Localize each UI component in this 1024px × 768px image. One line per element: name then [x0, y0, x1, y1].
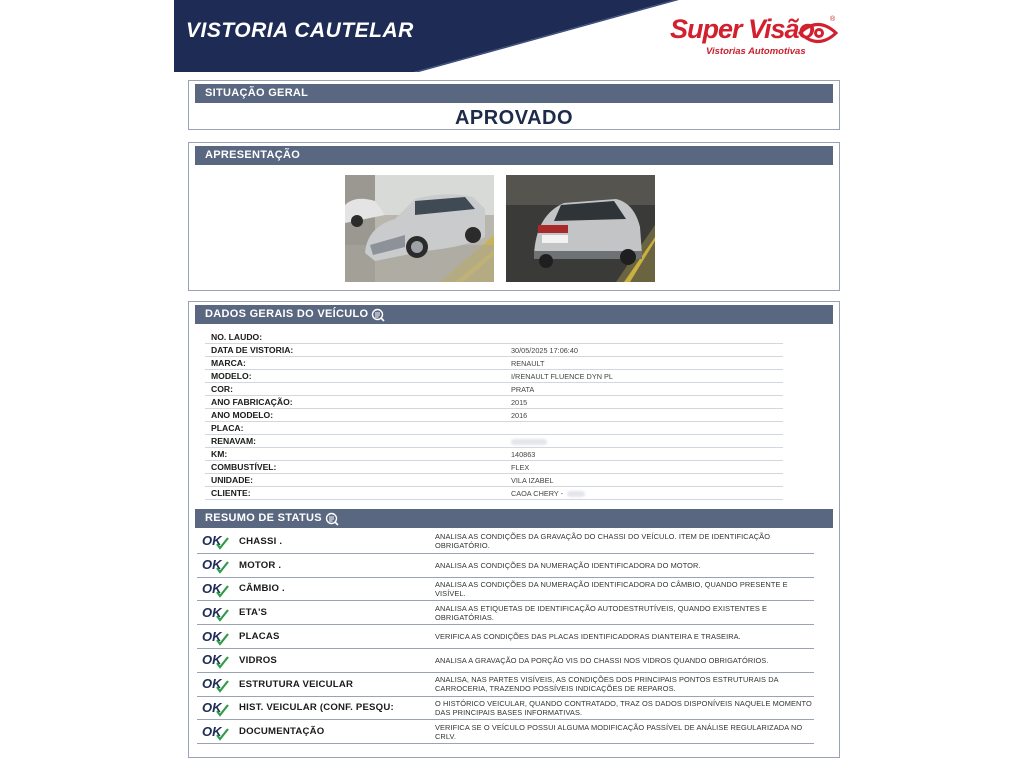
- status-row-historico: [197, 697, 814, 721]
- dados-heading: [195, 305, 833, 324]
- status-row-vidros: [197, 649, 814, 673]
- dados-heading-text: DADOS GERAIS DO VEÍCULO: [205, 308, 369, 320]
- data-label: ANO FABRICAÇÃO:: [211, 397, 293, 407]
- data-value: RENAULT: [511, 358, 545, 368]
- data-row-unidade: [205, 474, 783, 487]
- ok-check-icon: [201, 722, 235, 742]
- data-row-ano-fabricacao: [205, 396, 783, 409]
- svg-text:OK: OK: [202, 652, 222, 668]
- redacted-value: [567, 491, 585, 497]
- status-item-name: CHASSI .: [239, 535, 283, 547]
- status-row-motor: [197, 554, 814, 578]
- status-item-name: DOCUMENTAÇÃO: [239, 726, 325, 738]
- data-row-modelo: [205, 370, 783, 383]
- svg-text:OK: OK: [202, 628, 222, 644]
- situacao-section: [188, 80, 840, 130]
- status-item-name: VIDROS: [239, 654, 277, 666]
- status-item-desc: VERIFICA SE O VEÍCULO POSSUI ALGUMA MODIFICAÇÃO PASSÍVEL DE ANÁLISE REGULARIZADA NO CRLV.: [435, 722, 803, 741]
- svg-text:OK: OK: [202, 604, 222, 620]
- status-item-desc: ANALISA AS ETIQUETAS DE IDENTIFICAÇÃO AUTODESTRUTÍVEIS, QUANDO EXISTENTES E OBRIGATÓRIAS.: [435, 603, 768, 622]
- cliente-value: CAOA CHERY -: [511, 488, 564, 498]
- data-row-placa: [205, 422, 783, 435]
- situacao-heading: [195, 84, 833, 103]
- data-row-cliente: [205, 487, 783, 500]
- data-value: 2016: [511, 410, 528, 420]
- vehicle-photos: [189, 165, 839, 285]
- vehicle-photo-front[interactable]: [345, 175, 494, 282]
- status-item-name: ETA'S: [239, 607, 268, 619]
- vehicle-photo-rear[interactable]: [506, 175, 655, 282]
- data-label: PLACA:: [211, 423, 244, 433]
- logo-registered-mark: ®: [830, 16, 836, 23]
- status-row-cambio: [197, 578, 814, 602]
- data-value-cliente: [511, 489, 585, 498]
- data-row-renavam: [205, 435, 783, 448]
- data-label: DATA DE VISTORIA:: [211, 345, 294, 355]
- data-row-km: [205, 448, 783, 461]
- supervisao-logo: [670, 14, 840, 60]
- svg-text:OK: OK: [202, 676, 222, 692]
- data-value: 2015: [511, 397, 528, 407]
- status-item-desc: ANALISA, NAS PARTES VISÍVEIS, AS CONDIÇÕES DOS PRINCIPAIS PONTOS ESTRUTURAIS DA CARROCERIA, TRAZENDO POSSÍVEIS INDICAÇÕES DE REPAROS.: [435, 675, 779, 694]
- data-label: NO. LAUDO:: [211, 332, 263, 342]
- data-label: RENAVAM:: [211, 436, 257, 446]
- resumo-heading: [195, 509, 833, 528]
- data-row-data-vistoria: [205, 344, 783, 357]
- ok-check-icon: [201, 698, 235, 718]
- redacted-value: [511, 439, 547, 445]
- ok-check-icon: [201, 555, 235, 575]
- ok-check-icon: [201, 603, 235, 623]
- svg-text:OK: OK: [202, 699, 222, 715]
- status-row-documentacao: [197, 720, 814, 744]
- logo-wordmark: Super Visão: [670, 14, 815, 44]
- status-badge: APROVADO: [454, 107, 574, 129]
- status-item-name: CÂMBIO .: [239, 583, 285, 595]
- car-front-image: [345, 175, 494, 282]
- status-item-desc: ANALISA A GRAVAÇÃO DA PORÇÃO VIS DO CHASSI NOS VIDROS QUANDO OBRIGATÓRIOS.: [435, 655, 769, 665]
- apresentacao-section: [188, 142, 840, 291]
- data-label: KM:: [211, 449, 228, 459]
- data-value: PRATA: [511, 384, 535, 394]
- report-page: [174, 0, 846, 768]
- data-row-marca: [205, 357, 783, 370]
- data-row-ano-modelo: [205, 409, 783, 422]
- status-row-estrutura: [197, 673, 814, 697]
- data-label: UNIDADE:: [211, 475, 254, 485]
- data-label: MODELO:: [211, 371, 252, 381]
- situacao-heading-text: SITUAÇÃO GERAL: [205, 87, 309, 99]
- status-summary-list: [189, 530, 839, 744]
- status-item-name: HIST. VEICULAR (CONF. PESQU:: [239, 702, 394, 714]
- dados-section: [188, 301, 840, 758]
- svg-text:OK: OK: [202, 580, 222, 596]
- status-item-name: MOTOR .: [239, 559, 282, 571]
- car-rear-image: [506, 175, 655, 282]
- status-item-desc: VERIFICA AS CONDIÇÕES DAS PLACAS IDENTIFICADORAS DIANTEIRA E TRASEIRA.: [435, 632, 741, 642]
- vehicle-data-table: [205, 331, 783, 500]
- data-label: COR:: [211, 384, 233, 394]
- svg-text:OK: OK: [202, 723, 222, 739]
- ok-check-icon: [201, 579, 235, 599]
- status-item-name: ESTRUTURA VEICULAR: [239, 678, 354, 690]
- data-value: I/RENAULT FLUENCE DYN PL: [511, 371, 613, 381]
- apresentacao-heading: [195, 146, 833, 165]
- status-row-chassi: [197, 530, 814, 554]
- data-value: FLEX: [511, 462, 530, 472]
- report-header: [174, 0, 846, 72]
- data-label: ANO MODELO:: [211, 410, 274, 420]
- data-label: CLIENTE:: [211, 488, 251, 498]
- status-item-name: PLACAS: [239, 631, 280, 643]
- data-value: VILA IZABEL: [511, 475, 554, 485]
- details-icon: [371, 308, 385, 322]
- details-icon: [325, 512, 339, 526]
- ok-check-icon: [201, 650, 235, 670]
- status-row-etas: [197, 601, 814, 625]
- status-item-desc: ANALISA AS CONDIÇÕES DA NUMERAÇÃO IDENTIFICADORA DO CÂMBIO, QUANDO PRESENTE E VISÍVEL.: [435, 579, 788, 598]
- apresentacao-heading-text: APRESENTAÇÃO: [205, 149, 301, 161]
- data-row-laudo: [205, 331, 783, 344]
- ok-check-icon: [201, 627, 235, 647]
- status-item-desc: ANALISA AS CONDIÇÕES DA GRAVAÇÃO DO CHASSI DO VEÍCULO. ITEM DE IDENTIFICAÇÃO OBRIGATÓRIO.: [435, 532, 771, 551]
- ok-check-icon: [201, 674, 235, 694]
- data-label: COMBUSTÍVEL:: [211, 462, 277, 472]
- data-value: 30/05/2025 17:06:40: [511, 345, 578, 355]
- report-title: VISTORIA CAUTELAR: [186, 19, 414, 42]
- logo-eye-icon: [798, 20, 838, 46]
- status-item-desc: ANALISA AS CONDIÇÕES DA NUMERAÇÃO IDENTIFICADORA DO MOTOR.: [435, 560, 701, 570]
- status-item-desc: O HISTÓRICO VEICULAR, QUANDO CONTRATADO, TRAZ OS DADOS DISPONÍVEIS NAQUELE MOMENTO DAS PRINCIPAIS BASES INFORMATIVAS.: [435, 698, 812, 717]
- data-value: 140863: [511, 449, 536, 459]
- ok-check-icon: [201, 531, 235, 551]
- resumo-heading-text: RESUMO DE STATUS: [205, 512, 322, 524]
- data-label: MARCA:: [211, 358, 246, 368]
- svg-text:OK: OK: [202, 557, 222, 573]
- data-row-cor: [205, 383, 783, 396]
- data-value-redacted: [511, 437, 547, 446]
- svg-text:OK: OK: [202, 533, 222, 549]
- logo-tagline: Vistorias Automotivas: [706, 46, 806, 57]
- status-row-placas: [197, 625, 814, 649]
- data-row-combustivel: [205, 461, 783, 474]
